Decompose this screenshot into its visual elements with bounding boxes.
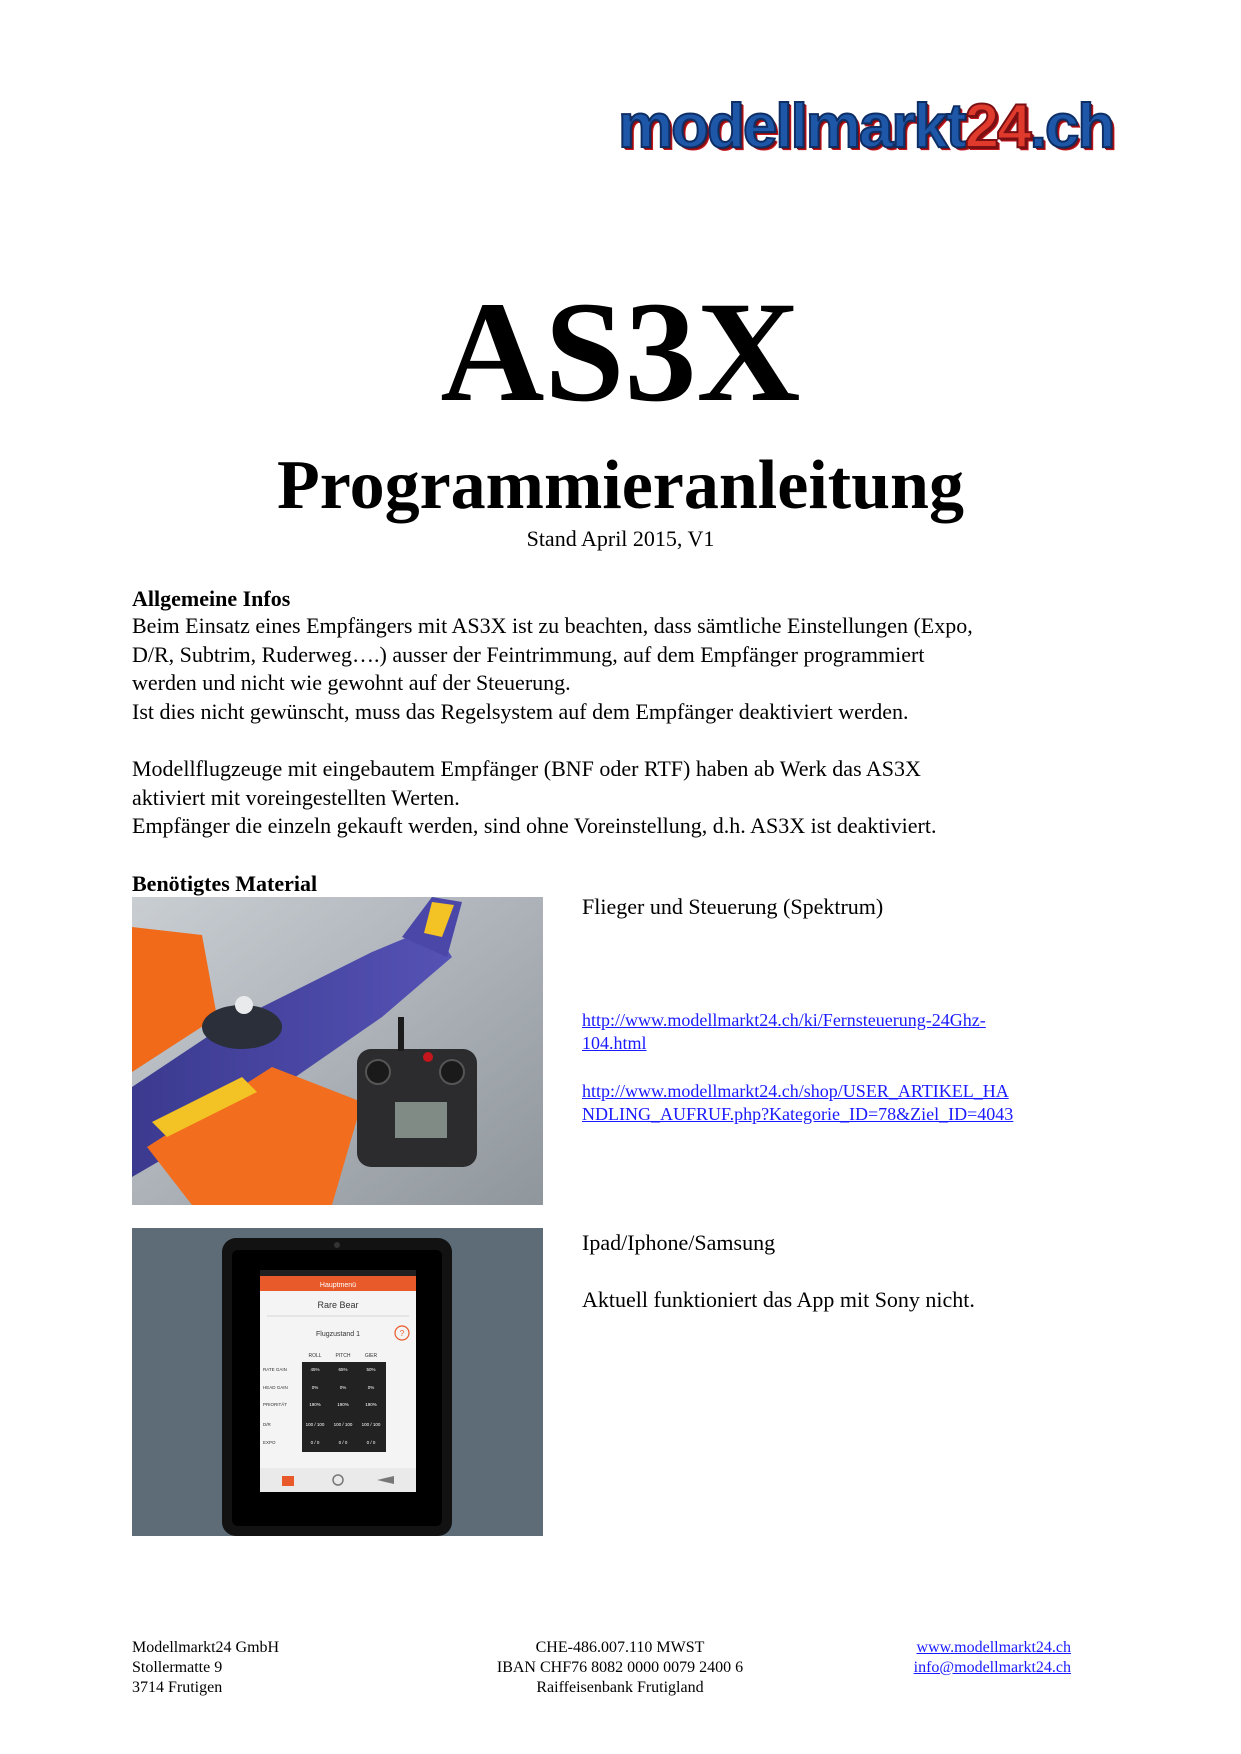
app-row-label: PRIORITÄT <box>263 1402 288 1407</box>
app-flight-state: Flugzustand 1 <box>316 1331 360 1338</box>
footer-bank-name: Raiffeisenbank Frutigland <box>536 1679 704 1696</box>
link-airplane-shop[interactable] <box>582 1080 1092 1126</box>
app-cell: 65% <box>338 1367 348 1372</box>
link-remote-control[interactable] <box>582 1009 1092 1055</box>
app-cell: 190% <box>337 1402 349 1407</box>
app-cell: 50% <box>366 1367 376 1372</box>
document-version: Stand April 2015, V1 <box>526 526 715 551</box>
app-row-label: HEAD GAIN <box>263 1385 288 1390</box>
app-header-label: Hauptmenü <box>319 1282 357 1289</box>
logo-main: modellmarkt <box>618 92 965 161</box>
app-cell: 100 / 100 <box>305 1422 325 1427</box>
tablet-app-photo <box>132 1228 543 1536</box>
app-cell: 0% <box>339 1385 347 1390</box>
general-paragraph-1 <box>132 612 1132 726</box>
document-title: AS3X <box>440 273 801 432</box>
footer-address <box>132 1638 279 1698</box>
app-row-label: D/R <box>263 1422 271 1427</box>
app-model-name: Rare Bear <box>317 1300 359 1310</box>
text-line: Modellflugzeuge mit eingebautem Empfänger (BNF oder RTF) haben ab Werk das AS3X <box>132 756 921 781</box>
link-line[interactable]: http://www.modellmarkt24.ch/shop/USER_ARTIKEL_HA <box>582 1081 1009 1101</box>
footer-contact <box>830 1638 1071 1678</box>
link-line[interactable]: 104.html <box>582 1033 647 1053</box>
general-paragraph-2 <box>132 755 1132 841</box>
section-heading-general: Allgemeine Infos <box>132 586 291 611</box>
app-cell: 100 / 100 <box>361 1422 381 1427</box>
airplane-transmitter-photo <box>132 897 543 1205</box>
text-line: aktiviert mit voreingestellten Werten. <box>132 784 460 810</box>
text-line: Empfänger die einzeln gekauft werden, sind ohne Voreinstellung, d.h. AS3X ist deaktiviert. <box>132 813 937 838</box>
app-cell: 0 / 0 <box>310 1440 320 1445</box>
text-line: D/R, Subtrim, Ruderweg….) ausser der Feintrimmung, auf dem Empfänger programmiert <box>132 641 925 667</box>
footer-bank <box>420 1638 820 1698</box>
app-row-label: RATE GAIN <box>263 1367 287 1372</box>
material-item2-caption: Ipad/Iphone/Samsung <box>582 1230 776 1255</box>
footer-website-link[interactable]: www.modellmarkt24.ch <box>916 1639 1071 1656</box>
app-cell: 190% <box>365 1402 377 1407</box>
footer-company: Modellmarkt24 GmbH <box>132 1639 280 1656</box>
app-col-pitch: PITCH <box>335 1353 351 1359</box>
app-row-label: EXPO <box>263 1440 276 1445</box>
app-col-gier: GIER <box>364 1353 378 1359</box>
footer-vat: CHE-486.007.110 MWST <box>535 1639 705 1656</box>
app-cell: 0 / 0 <box>338 1440 348 1445</box>
footer-email-link[interactable]: info@modellmarkt24.ch <box>913 1659 1071 1676</box>
footer-street: Stollermatte 9 <box>132 1659 223 1676</box>
document-subtitle: Programmieranleitung <box>277 447 964 524</box>
app-cell: 0% <box>311 1385 319 1390</box>
section-heading-material: Benötigtes Material <box>132 871 318 896</box>
material-item1-caption: Flieger und Steuerung (Spektrum) <box>582 894 884 919</box>
material-item2-note: Aktuell funktioniert das App mit Sony nicht. <box>582 1287 975 1312</box>
text-line: werden und nicht wie gewohnt auf der Steuerung. <box>132 670 571 695</box>
footer-city: 3714 Frutigen <box>132 1679 223 1696</box>
logo-accent: 24 <box>964 92 1030 161</box>
text-line: Beim Einsatz eines Empfängers mit AS3X ist zu beachten, dass sämtliche Einstellungen (Expo, <box>132 613 973 638</box>
app-cell: 0 / 0 <box>366 1440 376 1445</box>
logo-tld: .ch <box>1029 92 1114 161</box>
company-logo <box>618 92 1146 161</box>
text-line: Ist dies nicht gewünscht, muss das Regelsystem auf dem Empfänger deaktiviert werden. <box>132 698 909 724</box>
link-line[interactable]: NDLING_AUFRUF.php?Kategorie_ID=78&Ziel_ID=4043 <box>582 1104 1014 1124</box>
svg-text:?: ? <box>399 1329 405 1338</box>
link-line[interactable]: http://www.modellmarkt24.ch/ki/Fernsteuerung-24Ghz- <box>582 1010 986 1030</box>
app-cell: 190% <box>309 1402 321 1407</box>
app-cell: 100 / 100 <box>333 1422 353 1427</box>
app-cell: 45% <box>310 1367 320 1372</box>
app-cell: 0% <box>367 1385 375 1390</box>
footer-iban: IBAN CHF76 8082 0000 0079 2400 6 <box>496 1659 744 1676</box>
app-col-roll: ROLL <box>308 1353 322 1359</box>
